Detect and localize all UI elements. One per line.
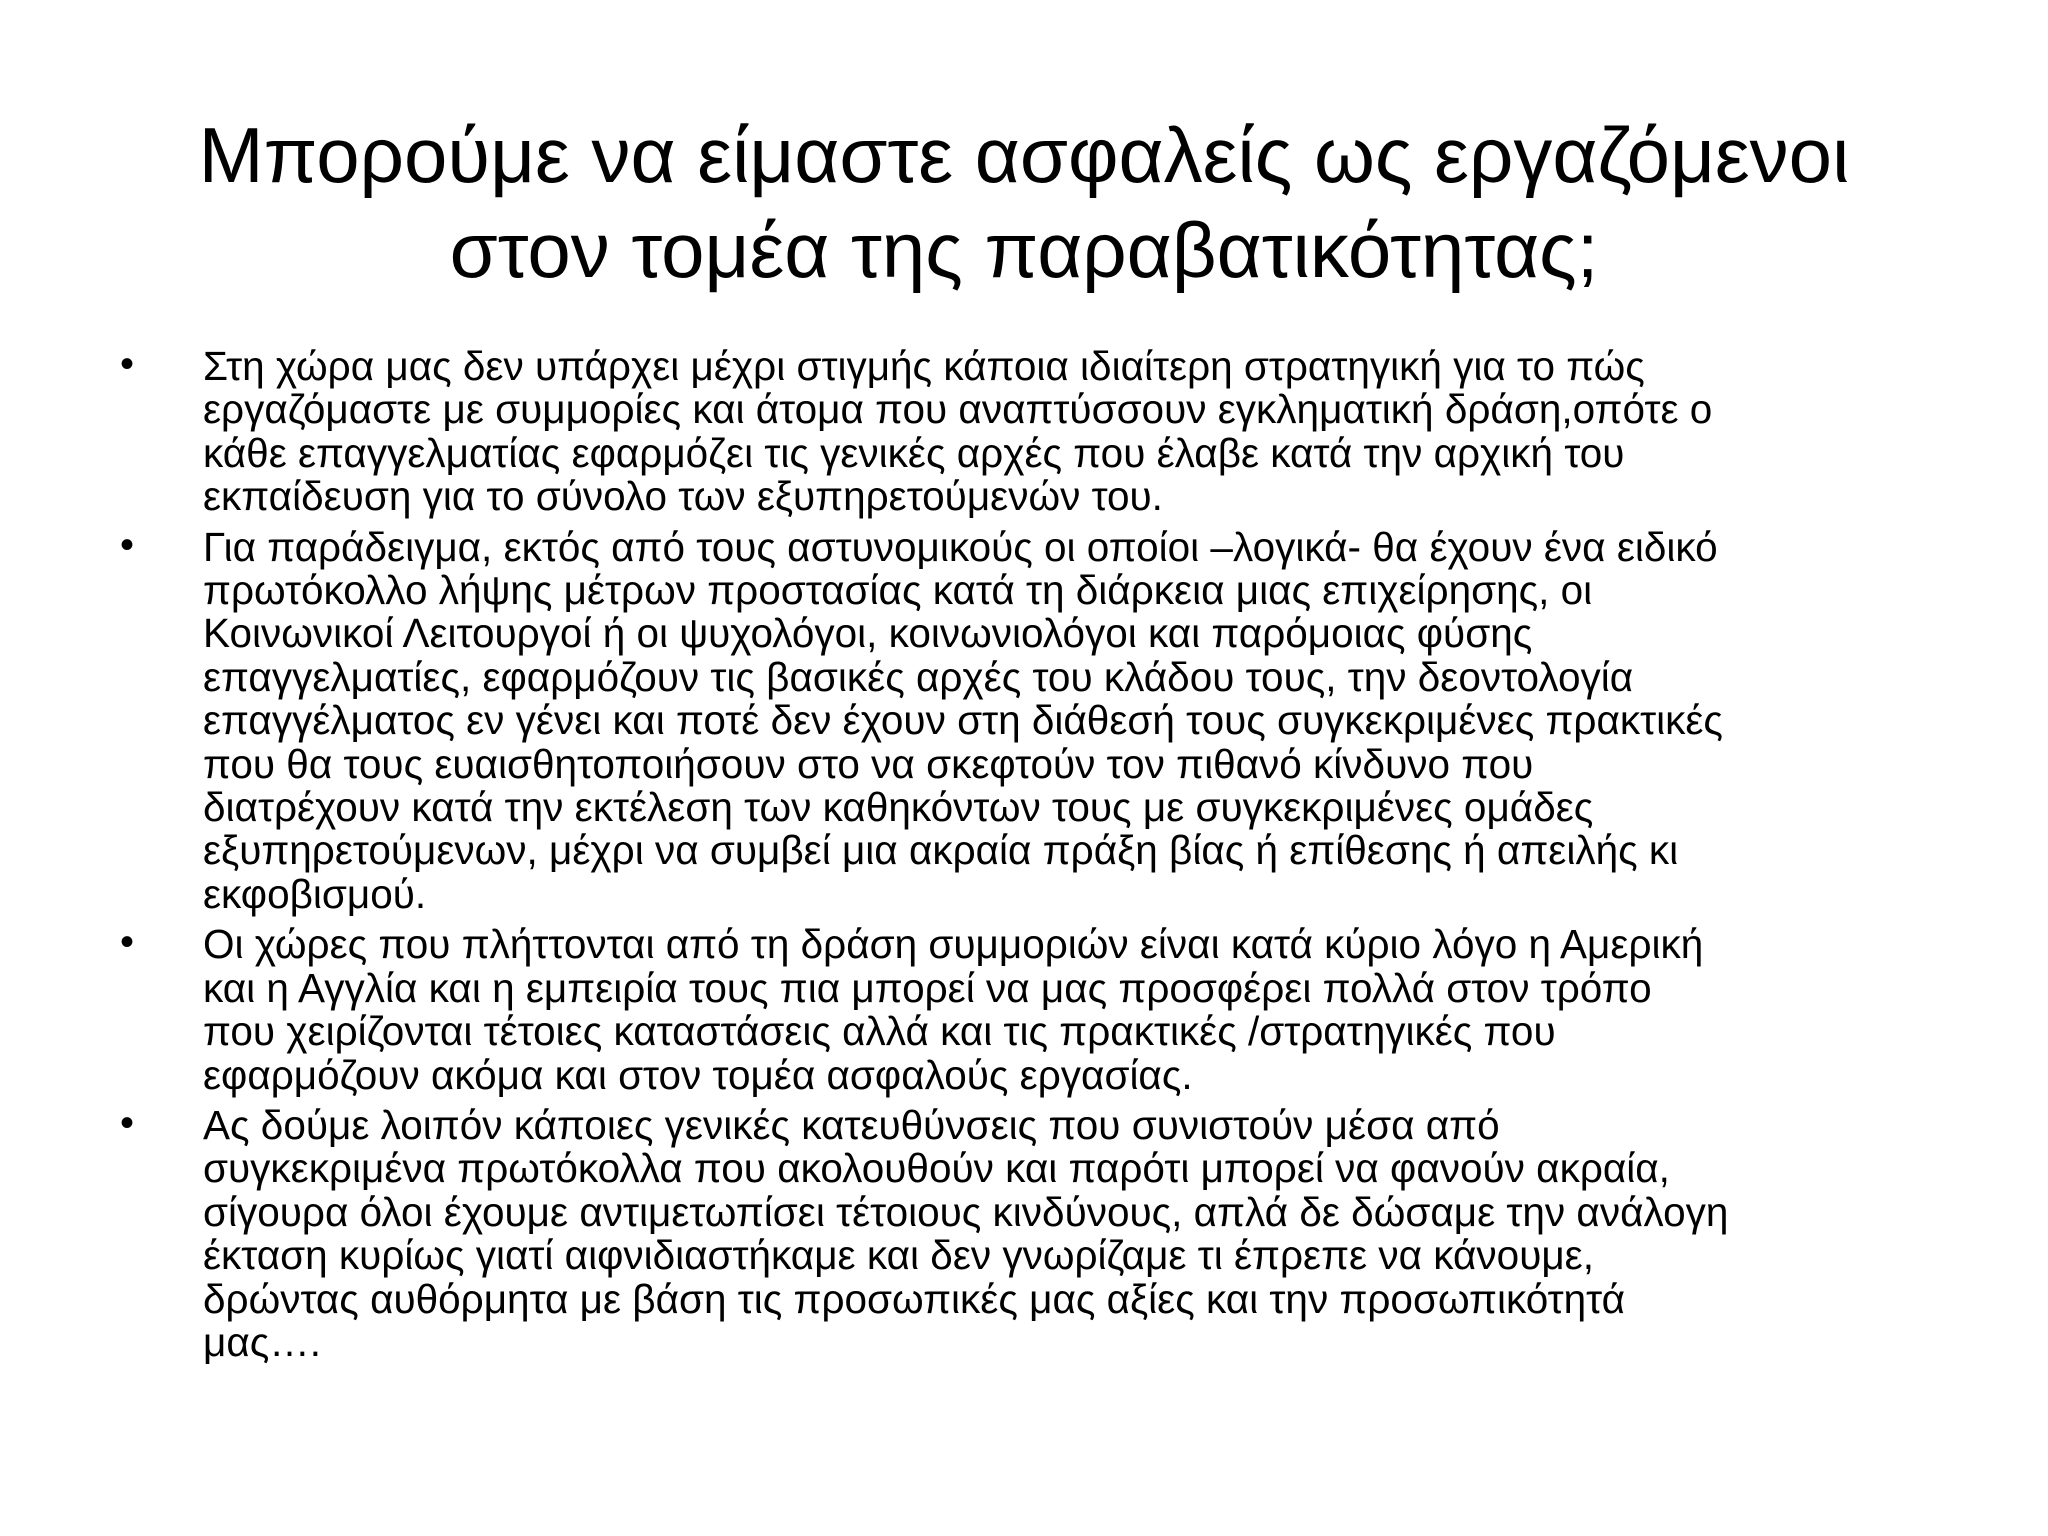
bullet-dot-icon: • <box>120 342 135 386</box>
bullet-text-line: εξυπηρετούμενων, μέχρι να συμβεί μια ακραία πράξη βίας ή επίθεσης ή απειλής κι <box>203 827 1679 874</box>
bullet-text-line: Για παράδειγμα, εκτός από τους αστυνομικούς οι οποίοι –λογικά- θα έχουν ένα ειδικό <box>203 523 1718 570</box>
bullet-text-line: εκπαίδευση για το σύνολο των εξυπηρετούμενών του. <box>203 473 1163 520</box>
bullet-dot-icon: • <box>120 920 135 965</box>
bullet-list <box>120 342 1950 1371</box>
bullet-text-line: Οι χώρες που πλήττονται από τη δράση συμμοριών είναι κατά κύριο λόγο η Αμερική <box>203 921 1704 968</box>
bullet-dot-icon: • <box>120 522 135 567</box>
bullet-text-line: εκφοβισμού. <box>203 870 427 917</box>
bullet-text-line: Στη χώρα μας δεν υπάρχει μέχρι στιγμής κάποια ιδιαίτερη στρατηγική για το πώς <box>203 343 1645 389</box>
bullet-text-line: μας…. <box>203 1318 322 1365</box>
bullet-text-line: επαγγελματίες, εφαρμόζουν τις βασικές αρχές του κλάδου τους, την δεοντολογία <box>203 653 1634 700</box>
title-line: Μπορούμε να είμαστε ασφαλείς ως εργαζόμενοι <box>198 111 1850 199</box>
bullet-item <box>120 920 1950 1098</box>
bullet-text-line: Κοινωνικοί Λειτουργοί ή οι ψυχολόγοι, κοινωνιολόγοι και παρόμοιας φύσης <box>203 610 1533 657</box>
bullet-text-line: που θα τους ευαισθητοποιήσουν στο να σκεφτούν τον πιθανό κίνδυνο που <box>203 740 1534 787</box>
bullet-text-line: δρώντας αυθόρμητα με βάση τις προσωπικές μας αξίες και την προσωπικότητά <box>203 1275 1626 1322</box>
bullet-text-line: που χειρίζονται τέτοιες καταστάσεις αλλά και τις πρακτικές /στρατηγικές που <box>203 1008 1556 1055</box>
bullet-dot-icon: • <box>120 1100 135 1145</box>
bullet-text-line: συγκεκριμένα πρωτόκολλα που ακολουθούν και παρότι μπορεί να φανούν ακραία, <box>203 1145 1670 1192</box>
bullet-text-line: πρωτόκολλο λήψης μέτρων προστασίας κατά τη διάρκεια μιας επιχείρησης, οι <box>203 567 1593 614</box>
bullet-text-line: Ας δούμε λοιπόν κάποιες γενικές κατευθύνσεις που συνιστούν μέσα από <box>203 1101 1500 1148</box>
slide-title <box>100 108 1948 298</box>
bullet-item <box>120 522 1950 917</box>
bullet-item <box>120 1100 1950 1365</box>
bullet-text-line: εργαζόμαστε με συμμορίες και άτομα που αναπτύσσουν εγκληματική δράση,οπότε ο <box>203 386 1713 433</box>
bullet-item <box>120 342 1950 520</box>
bullet-text-line: έκταση κυρίως γιατί αιφνιδιαστήκαμε και δεν γνωρίζαμε τι έπρεπε να κάνουμε, <box>203 1232 1594 1279</box>
bullet-text-line: κάθε επαγγελματίας εφαρμόζει τις γενικές αρχές που έλαβε κατά την αρχική του <box>203 429 1625 476</box>
bullet-text-line: σίγουρα όλοι έχουμε αντιμετωπίσει τέτοιους κινδύνους, απλά δε δώσαμε την ανάλογη <box>203 1188 1729 1235</box>
bullet-text-line: εφαρμόζουν ακόμα και στον τομέα ασφαλούς εργασίας. <box>203 1051 1193 1098</box>
bullet-text-line: διατρέχουν κατά την εκτέλεση των καθηκόντων τους με συγκεκριμένες ομάδες <box>203 784 1594 831</box>
title-line: στον τομέα της παραβατικότητας; <box>449 206 1599 294</box>
bullet-text-line: επαγγέλματος εν γένει και ποτέ δεν έχουν στη διάθεσή τους συγκεκριμένες πρακτικές <box>203 697 1723 744</box>
bullet-text-line: και η Αγγλία και η εμπειρία τους πια μπορεί να μας προσφέρει πολλά στον τρόπο <box>203 964 1652 1011</box>
